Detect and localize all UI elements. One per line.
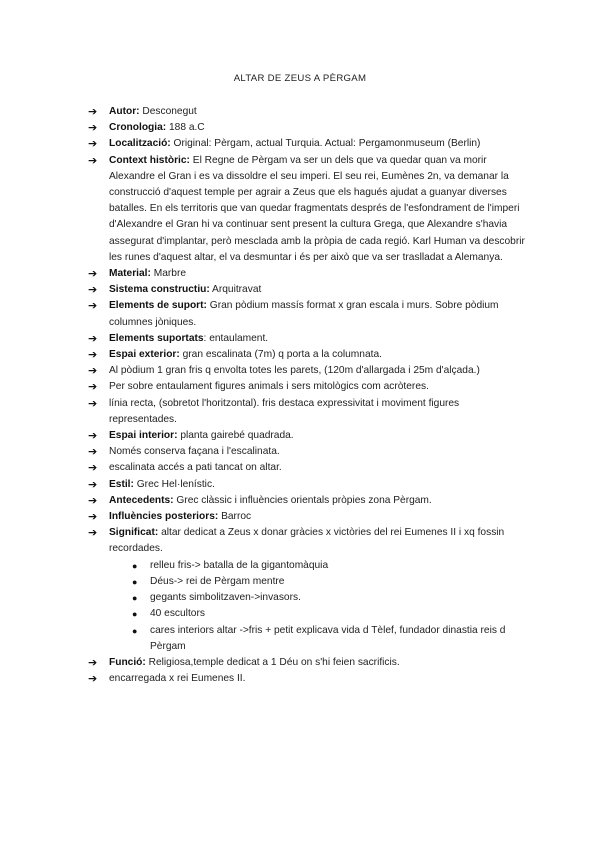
sub-list-item — [132, 606, 528, 622]
arrow-icon: ➔ — [88, 331, 98, 345]
item-label: Espai exterior: — [109, 349, 180, 361]
bullet-icon: ● — [132, 609, 138, 620]
arrow-icon: ➔ — [88, 477, 98, 491]
item-text: Marbre — [150, 268, 187, 280]
item-text: encarregada x rei Eumenes II. — [109, 673, 246, 685]
arrow-icon: ➔ — [88, 283, 98, 297]
bullet-icon: ● — [132, 576, 138, 587]
arrow-icon: ➔ — [88, 526, 98, 540]
sub-list-item — [132, 574, 528, 590]
list-item — [88, 477, 528, 493]
item-text: Grec Hel·lenístic. — [133, 478, 215, 490]
sub-list — [109, 558, 528, 655]
item-label: Espai interior: — [109, 430, 178, 442]
list-item — [88, 104, 528, 120]
item-text: Gran pòdium massís format x gran escala i murs. Sobre pòdium columnes jòniques. — [109, 300, 499, 328]
item-label: Estil: — [109, 478, 134, 490]
sub-list-item — [132, 590, 528, 606]
list-item — [88, 363, 528, 379]
sub-list-item — [132, 558, 528, 574]
arrow-icon: ➔ — [88, 153, 98, 167]
bullet-icon: ● — [132, 593, 138, 604]
item-text: altar dedicat a Zeus x donar gràcies x victòries del rei Eumenes II i xq fossin recordades. — [109, 527, 505, 555]
arrow-icon: ➔ — [88, 121, 98, 135]
arrow-icon: ➔ — [88, 655, 98, 669]
item-label: Sistema constructiu: — [109, 284, 210, 296]
item-label: Funció: — [109, 656, 146, 668]
item-label: Context històric: — [109, 154, 190, 166]
item-label: Elements suportats — [109, 332, 204, 344]
list-item — [88, 136, 528, 152]
item-text: Barroc — [218, 511, 252, 523]
arrow-icon: ➔ — [88, 137, 98, 151]
sub-list-item — [132, 623, 528, 655]
arrow-icon: ➔ — [88, 461, 98, 475]
list-item — [88, 525, 528, 655]
item-text: Per sobre entaulament figures animals i sers mitològics com acròteres. — [109, 381, 429, 393]
item-label: Localització: — [109, 138, 171, 150]
list-item — [88, 428, 528, 444]
item-text: Original: Pèrgam, actual Turquia. Actual: Pergamonmuseum (Berlin) — [170, 138, 481, 150]
arrow-icon: ➔ — [88, 493, 98, 507]
list-item — [88, 396, 528, 428]
bullet-icon: ● — [132, 560, 138, 571]
list-item — [88, 153, 528, 266]
item-label: Influències posteriors: — [109, 511, 219, 523]
list-item — [88, 509, 528, 525]
arrow-icon: ➔ — [88, 396, 98, 410]
list-item — [88, 347, 528, 363]
item-text: El Regne de Pèrgam va ser un dels que va quedar quan va morir Alexandre el Gran i es va dissoldre el seu imperi. El seu rei, Eumènes 2n, va demanar la construcció d'aquest temple per agrair a Zeus que els hagués ajudat a guanyar diverses batalles. En els territoris que van quedar fragmentats després de l'esfondrament de l'imperi d'Alexandre el Gran hi va continuar sent present la cultura Grega, que Alexandre s'havia assegurat d'implantar, però mesclada amb la pròpia de cada regió. Karl Human va descobrir les runes d'aquest altar, el va desmuntar i és per això que va ser traslladat a Alemanya. — [109, 154, 525, 263]
arrow-icon: ➔ — [88, 348, 98, 362]
item-text: Al pòdium 1 gran fris q envolta totes les parets, (120m d'allargada i 25m d'alçada.) — [109, 365, 480, 377]
item-text: escalinata accés a pati tancat on altar. — [109, 462, 282, 474]
list-item — [88, 655, 528, 671]
item-label: Antecedents: — [109, 494, 174, 506]
arrow-icon: ➔ — [88, 445, 98, 459]
item-label: Elements de suport: — [109, 300, 207, 312]
arrow-icon: ➔ — [88, 510, 98, 524]
list-item — [88, 493, 528, 509]
item-text: gran escalinata (7m) q porta a la columnata. — [179, 349, 382, 361]
arrow-icon: ➔ — [88, 672, 98, 686]
list-item — [88, 266, 528, 282]
item-text: 188 a.C — [166, 122, 205, 134]
item-text: Només conserva façana i l'escalinata. — [109, 446, 280, 458]
sub-item-text: relleu fris-> batalla de la gigantomàquia — [150, 559, 329, 571]
arrow-icon: ➔ — [88, 105, 98, 118]
arrow-icon: ➔ — [88, 380, 98, 394]
arrow-icon: ➔ — [88, 299, 98, 313]
item-text: Desconegut — [139, 106, 197, 117]
list-item — [88, 460, 528, 476]
item-text: Religiosa,temple dedicat a 1 Déu on s'hi feien sacrificis. — [145, 656, 400, 668]
item-label: Autor: — [109, 106, 140, 117]
bullet-icon: ● — [132, 625, 138, 636]
list-item — [88, 120, 528, 136]
item-label: Cronologia: — [109, 122, 167, 134]
list-item — [88, 331, 528, 347]
sub-item-text: cares interiors altar ->fris + petit explicava vida d Tèlef, fundador dinastia reis d Pèrgam — [150, 624, 506, 652]
list-item — [88, 444, 528, 460]
list-item — [88, 282, 528, 298]
item-text: línia recta, (sobretot l'horitzontal). fris destaca expressivitat i moviment figures representades. — [109, 397, 460, 425]
list-item — [88, 298, 528, 330]
arrow-icon: ➔ — [88, 364, 98, 378]
sub-item-text: 40 escultors — [150, 608, 205, 620]
arrow-icon: ➔ — [88, 429, 98, 443]
item-label: Material: — [109, 268, 151, 280]
item-text: : entaulament. — [203, 332, 269, 344]
list-item — [88, 671, 528, 687]
item-text: Arquitravat — [209, 284, 262, 296]
item-label: Significat: — [109, 527, 159, 539]
item-text: Grec clàssic i influències orientals pròpies zona Pèrgam. — [173, 494, 432, 506]
document-title: ALTAR DE ZEUS A PÈRGAM — [233, 73, 367, 84]
sub-item-text: gegants simbolitzaven->invasors. — [150, 592, 301, 604]
arrow-icon: ➔ — [88, 267, 98, 281]
sub-item-text: Déus-> rei de Pèrgam mentre — [150, 575, 285, 587]
list-item — [88, 379, 528, 395]
item-text: planta gairebé quadrada. — [177, 430, 294, 442]
bullet-list — [88, 104, 528, 687]
